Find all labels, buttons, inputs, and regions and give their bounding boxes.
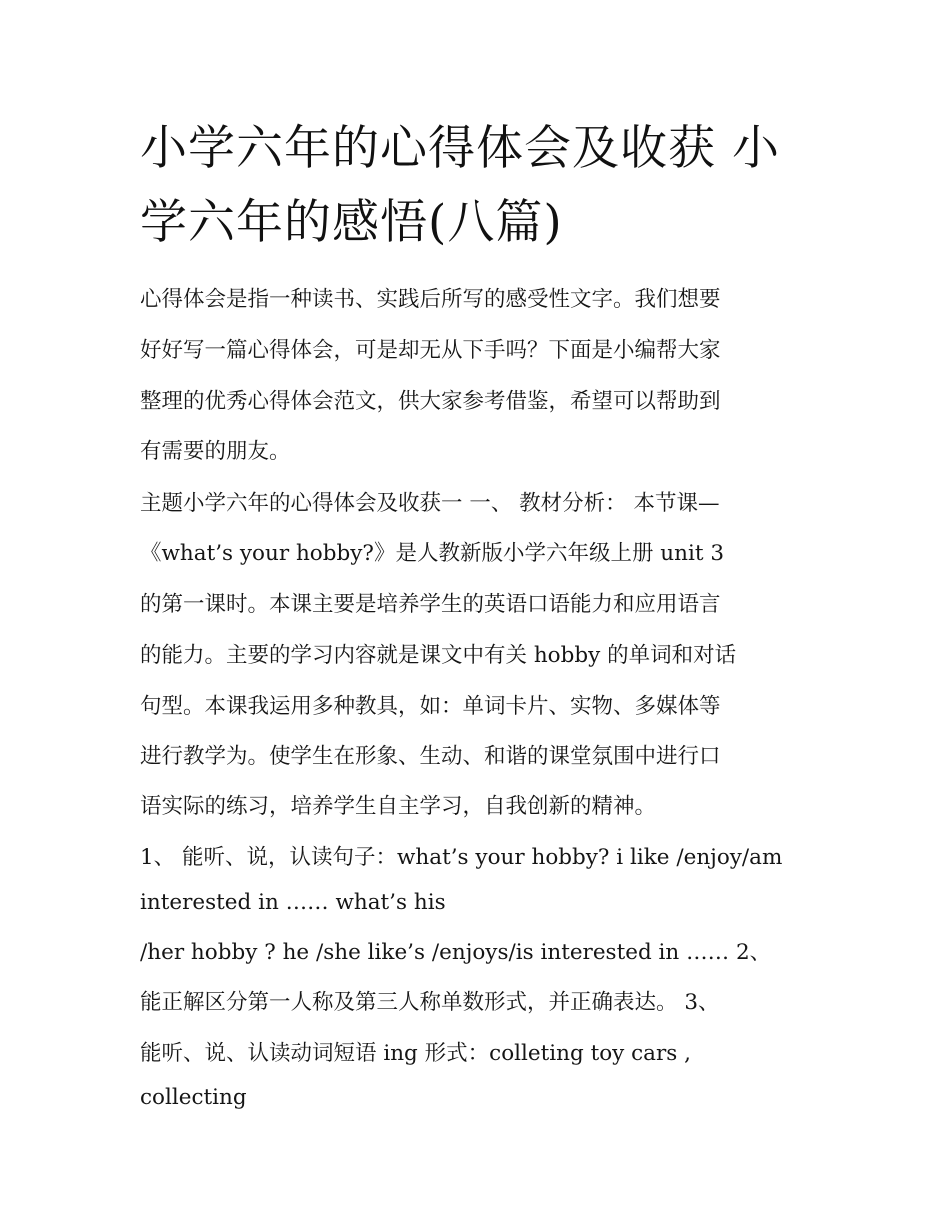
paragraph-line: 心得体会是指一种读书、实践后所写的感受性文字。我们想要 xyxy=(140,287,721,312)
paragraph-line: 有需要的朋友。 xyxy=(140,439,291,464)
paragraph-line: 语实际的练习，培养学生自主学习，自我创新的精神。 xyxy=(140,794,657,819)
paragraph-line: 好好写一篇心得体会，可是却无从下手吗？下面是小编帮大家 xyxy=(140,338,721,363)
paragraph-line: 能听、说、认读动词短语 ing 形式：colleting toy cars , xyxy=(140,1041,691,1066)
paragraph-line: 进行教学为。使学生在形象、生动、和谐的课堂氛围中进行口 xyxy=(140,744,721,769)
paragraph-line: /her hobby ? he /she like’s /enjoys/is interested in …… 2、 xyxy=(140,940,772,965)
paragraph-line: collecting xyxy=(140,1085,247,1110)
paragraph-line: 《what’s your hobby?》是人教新版小学六年级上册 unit 3 xyxy=(140,541,725,566)
paragraph-line: 1、 能听、说，认读句子：what’s your hobby? i like /enjoy/am xyxy=(140,845,783,870)
paragraph-line: 整理的优秀心得体会范文，供大家参考借鉴，希望可以帮助到 xyxy=(140,389,721,414)
paragraph-line: 的能力。主要的学习内容就是课文中有关 hobby 的单词和对话 xyxy=(140,643,737,668)
paragraph-line: 能正解区分第一人称及第三人称单数形式，并正确表达。 3、 xyxy=(140,990,720,1015)
paragraph-line: 主题小学六年的心得体会及收获一 一、 教材分析： 本节课— xyxy=(140,491,720,516)
paragraph-line: interested in …… what’s his xyxy=(140,890,446,915)
document-title: 小学六年的心得体会及收获 小学六年的感悟(八篇) xyxy=(140,121,780,250)
paragraph-line: 的第一课时。本课主要是培养学生的英语口语能力和应用语言 xyxy=(140,592,721,617)
paragraph-line: 句型。本课我运用多种教具，如：单词卡片、实物、多媒体等 xyxy=(140,694,721,719)
